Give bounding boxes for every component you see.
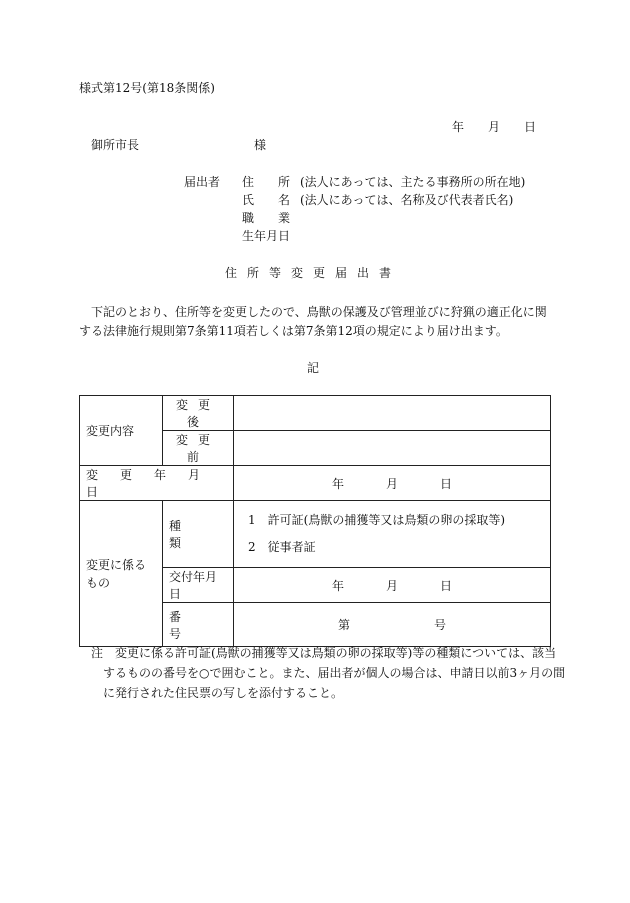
kind-option-permit[interactable]: 1 許可証(鳥獣の捕獲等又は鳥類の卵の採取等): [248, 513, 505, 527]
document-title: 住所等変更届出書: [225, 266, 402, 280]
form-number: 様式第12号(第18条関係): [79, 81, 215, 95]
change-content-label: 変更内容: [80, 396, 163, 466]
issue-date-day: 日: [440, 578, 453, 593]
change-date-month: 月: [385, 476, 398, 491]
note-line-3: に発行された住民票の写しを添付すること。: [103, 686, 344, 700]
issue-date-label: 交付年月日: [163, 568, 234, 603]
issue-date-year: 年: [331, 578, 344, 593]
change-date-day: 日: [440, 476, 453, 491]
name-note: (法人にあっては、名称及び代表者氏名): [300, 193, 514, 207]
change-date-field[interactable]: [234, 466, 551, 501]
body-text: 下記のとおり、住所等を変更したので、鳥獣の保護及び管理並びに狩猟の適正化に関する法律施行規則第7条第11項若しくは第7条第12項の規定により届け出ます。: [79, 305, 547, 338]
issue-date-month: 月: [385, 578, 398, 593]
address-note: (法人にあっては、主たる事務所の所在地): [300, 175, 526, 189]
issue-date-field[interactable]: [234, 568, 551, 603]
name-label: 氏 名: [242, 193, 291, 207]
date-year: 年: [452, 120, 465, 134]
after-field[interactable]: [234, 396, 551, 431]
date-month: 月: [488, 120, 501, 134]
addressee-name: 御所市長: [91, 138, 140, 152]
number-prefix: 第: [337, 618, 350, 632]
after-label: 変更後: [163, 396, 234, 431]
change-date-label: 変更年月日: [80, 466, 234, 501]
address-label: 住 所: [242, 175, 291, 189]
change-date-year: 年: [331, 476, 344, 491]
kind-field[interactable]: [234, 501, 551, 568]
change-table: [79, 395, 551, 647]
number-suffix: 号: [434, 618, 447, 632]
ki-label: 記: [307, 361, 320, 375]
note-line-2: するものの番号を○で囲むこと。また、届出者が個人の場合は、申請日以前3ヶ月の間: [103, 666, 566, 680]
applicant-label: 届出者: [184, 175, 221, 189]
note-line-1: 変更に係る許可証(鳥獣の捕獲等又は鳥類の卵の採取等)等の種類については、該当: [115, 646, 557, 660]
related-label: 変更に係るもの: [80, 501, 163, 647]
before-label: 変更前: [163, 431, 234, 466]
addressee-honorific: 様: [254, 138, 267, 152]
kind-option-worker[interactable]: 2 従事者証: [248, 540, 316, 554]
number-label: 番号: [163, 603, 234, 647]
kind-label: 種類: [163, 501, 234, 568]
number-field[interactable]: [234, 603, 551, 647]
note-label: 注: [91, 646, 104, 660]
birthdate-label: 生年月日: [242, 229, 291, 243]
before-field[interactable]: [234, 431, 551, 466]
date-day: 日: [524, 120, 537, 134]
occupation-label: 職 業: [242, 211, 291, 225]
